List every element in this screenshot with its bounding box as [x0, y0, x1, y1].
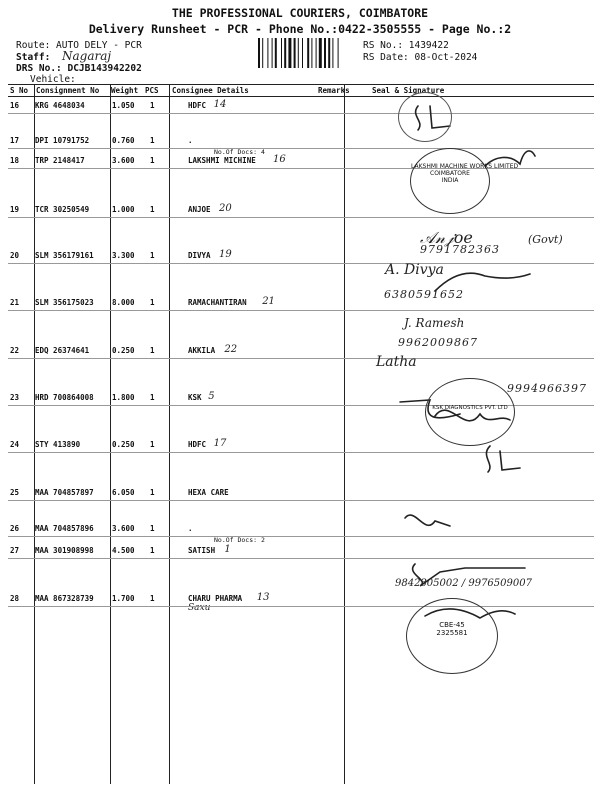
barcode-bar	[284, 38, 286, 68]
barcode-bar	[338, 38, 339, 68]
handwritten-delivery-count: 19	[219, 249, 232, 260]
barcode-bar	[275, 38, 277, 68]
row-consignment-no: SLM 356175023	[35, 298, 94, 307]
row-consignment-no: STY 413890	[35, 440, 81, 449]
handwritten-phone-27: 9842305002 / 9976509007	[395, 578, 532, 589]
row-pcs: 1	[150, 524, 155, 533]
row-sno: 22	[10, 346, 20, 355]
stamp-pharma	[406, 598, 498, 674]
col-divider	[110, 84, 111, 784]
row-consignment-no: HRD 700864008	[35, 393, 94, 402]
col-consignment: Consignment No	[36, 86, 100, 95]
stamp-lakshmi-machine-works	[410, 148, 519, 214]
stamp-pharma-text: CBE-45 2325581	[436, 621, 468, 637]
row-consignment-no: EDQ 26374641	[35, 346, 90, 355]
row-sno: 27	[10, 546, 20, 555]
handwritten-phone-22: 9994966397	[507, 382, 587, 395]
rs-number: RS No.: 1439422	[363, 40, 449, 51]
barcode-bar	[302, 38, 303, 68]
row-consignee: AKKILA	[188, 346, 216, 355]
row-sno: 21	[10, 298, 20, 307]
col-divider	[34, 84, 35, 784]
row-consignment-no: MAA 704857896	[35, 524, 94, 533]
handwritten-delivery-count: 14	[213, 99, 227, 110]
handwritten-name-22: Latha	[376, 354, 417, 370]
barcode-bar	[272, 38, 273, 68]
row-consignment-no: SLM 356179161	[35, 251, 94, 260]
row-pcs: 1	[150, 251, 155, 260]
handwritten-note: Saxu	[188, 603, 211, 613]
row-consignee: SATISH	[188, 546, 216, 555]
handwritten-delivery-count: 22	[224, 344, 238, 355]
col-divider	[169, 84, 170, 784]
col-seal-signature: Seal & Signature	[372, 86, 445, 95]
row-pcs: 1	[150, 136, 155, 145]
col-weight: Weight	[111, 86, 139, 95]
row-consignment-no: MAA 301908998	[35, 546, 94, 555]
staff-label: Staff:	[16, 52, 51, 63]
row-weight: 3.300	[112, 251, 135, 260]
row-doc-count: No.Of Docs: 2	[214, 536, 265, 544]
col-divider	[344, 84, 345, 784]
row-pcs: 1	[150, 546, 155, 555]
barcode-bar	[281, 38, 282, 68]
stamp-ksk-text: KSK DIAGNOSTICS PVT. LTD	[432, 405, 508, 411]
row-consignee: RAMACHANTIRAN	[188, 298, 247, 307]
handwritten-name-19: (Govt)	[528, 233, 563, 246]
handwritten-phone-20: 6380591652	[384, 288, 464, 301]
row-pcs: 1	[150, 488, 155, 497]
row-pcs: 1	[150, 594, 155, 603]
row-consignee: .	[188, 524, 193, 533]
barcode-bar	[332, 38, 333, 68]
table-header	[8, 86, 594, 96]
table-top-border	[8, 84, 594, 85]
row-consignment-no: KRG 4648034	[35, 101, 85, 110]
route-label: Route: AUTO DELY - PCR	[16, 40, 142, 51]
row-consignee: HDFC	[188, 101, 207, 110]
barcode-bar	[267, 38, 268, 68]
row-pcs: 1	[150, 393, 155, 402]
row-sno: 17	[10, 136, 20, 145]
row-weight: 3.600	[112, 156, 135, 165]
handwritten-phone-21: 9962009867	[398, 336, 478, 349]
row-consignee: .	[188, 136, 193, 145]
barcode-bar	[311, 38, 312, 68]
barcode-bar	[298, 38, 299, 68]
row-pcs: 1	[150, 156, 155, 165]
handwritten-delivery-count: 20	[219, 203, 232, 214]
row-weight: 3.600	[112, 524, 135, 533]
staff-name-handwritten: Nagaraj	[62, 49, 112, 63]
handwritten-delivery-count: 1	[224, 544, 231, 555]
row-weight: 0.250	[112, 440, 135, 449]
row-weight: 1.050	[112, 101, 135, 110]
row-weight: 1.000	[112, 205, 135, 214]
barcode-bar	[324, 38, 326, 68]
drs-number: DRS No.: DCJB143942202	[16, 63, 142, 74]
stamp-ksk-diagnostics	[425, 378, 515, 446]
row-consignee: DIVYA	[188, 251, 211, 260]
row-weight: 6.050	[112, 488, 135, 497]
stamp-hdfc	[398, 92, 452, 142]
handwritten-delivery-count: 16	[273, 154, 286, 165]
signature-hexa	[405, 515, 450, 526]
row-weight: 1.800	[112, 393, 135, 402]
row-sno: 19	[10, 205, 20, 214]
page-title: THE PROFESSIONAL COURIERS, COIMBATORE	[171, 6, 429, 20]
row-sno: 20	[10, 251, 20, 260]
barcode-bar	[307, 38, 309, 68]
row-weight: 1.700	[112, 594, 135, 603]
row-weight: 4.500	[112, 546, 135, 555]
row-sno: 28	[10, 594, 20, 603]
row-consignee: CHARU PHARMA	[188, 594, 243, 603]
stamp-lakshmi-text: LAKSHMI MACHINE WORKS LIMITED COIMBATORE INDIA	[411, 163, 519, 184]
col-remarks: Remarks	[318, 86, 350, 95]
row-pcs: 1	[150, 205, 155, 214]
rs-date: RS Date: 08-Oct-2024	[363, 52, 478, 63]
col-pcs: PCS	[145, 86, 159, 95]
barcode-bar	[288, 38, 291, 68]
row-sno: 24	[10, 440, 20, 449]
row-consignee: HDFC	[188, 440, 207, 449]
row-sno: 16	[10, 101, 20, 110]
row-consignment-no: TRP 2148417	[35, 156, 85, 165]
barcode-bar	[328, 38, 330, 68]
row-sno: 25	[10, 488, 20, 497]
row-weight: 0.760	[112, 136, 135, 145]
barcode-bar	[258, 38, 260, 68]
row-weight: 0.250	[112, 346, 135, 355]
handwritten-delivery-count: 13	[256, 592, 270, 603]
row-consignee: ANJOE	[188, 205, 211, 214]
col-consignee: Consignee Details	[172, 86, 249, 95]
row-doc-count: No.Of Docs: 4	[214, 148, 265, 156]
row-consignee: LAKSHMI MICHINE	[188, 156, 256, 165]
row-pcs: 1	[150, 440, 155, 449]
vehicle-label: Vehicle:	[30, 74, 76, 85]
row-consignee: KSK	[188, 393, 202, 402]
handwritten-delivery-count: 21	[262, 296, 275, 307]
row-pcs: 1	[150, 298, 155, 307]
handwritten-delivery-count: 5	[208, 391, 215, 402]
row-consignment-no: TCR 30250549	[35, 205, 90, 214]
row-consignment-no: DPI 10791752	[35, 136, 90, 145]
row-sno: 26	[10, 524, 20, 533]
row-pcs: 1	[150, 101, 155, 110]
handwritten-name-21: J. Ramesh	[404, 316, 465, 330]
row-consignee: HEXA CARE	[188, 488, 229, 497]
signature-hdfc-24	[486, 446, 520, 472]
row-consignment-no: MAA 867328739	[35, 594, 94, 603]
row-consignment-no: MAA 704857897	[35, 488, 94, 497]
handwritten-name-20: A. Divya	[385, 262, 444, 278]
barcode-bar	[319, 38, 322, 68]
handwritten-delivery-count: 17	[213, 438, 227, 449]
row-sno: 23	[10, 393, 20, 402]
barcode-bar	[262, 38, 263, 68]
barcode	[258, 38, 358, 68]
handwritten-phone-19: 9791782363	[420, 243, 500, 256]
col-sno: S No	[10, 86, 29, 95]
row-sno: 18	[10, 156, 20, 165]
barcode-bar	[316, 38, 317, 68]
row-weight: 8.000	[112, 298, 135, 307]
runsheet-subtitle: Delivery Runsheet - PCR - Phone No.:0422-3505555 - Page No.:2	[88, 22, 512, 36]
signature-anjoe: 𝒜𝓃𝒿𝑜𝑒	[420, 228, 473, 247]
signature-satish	[413, 564, 525, 586]
barcode-bar	[294, 38, 296, 68]
row-pcs: 1	[150, 346, 155, 355]
signature-anjoe-stroke	[435, 273, 530, 291]
